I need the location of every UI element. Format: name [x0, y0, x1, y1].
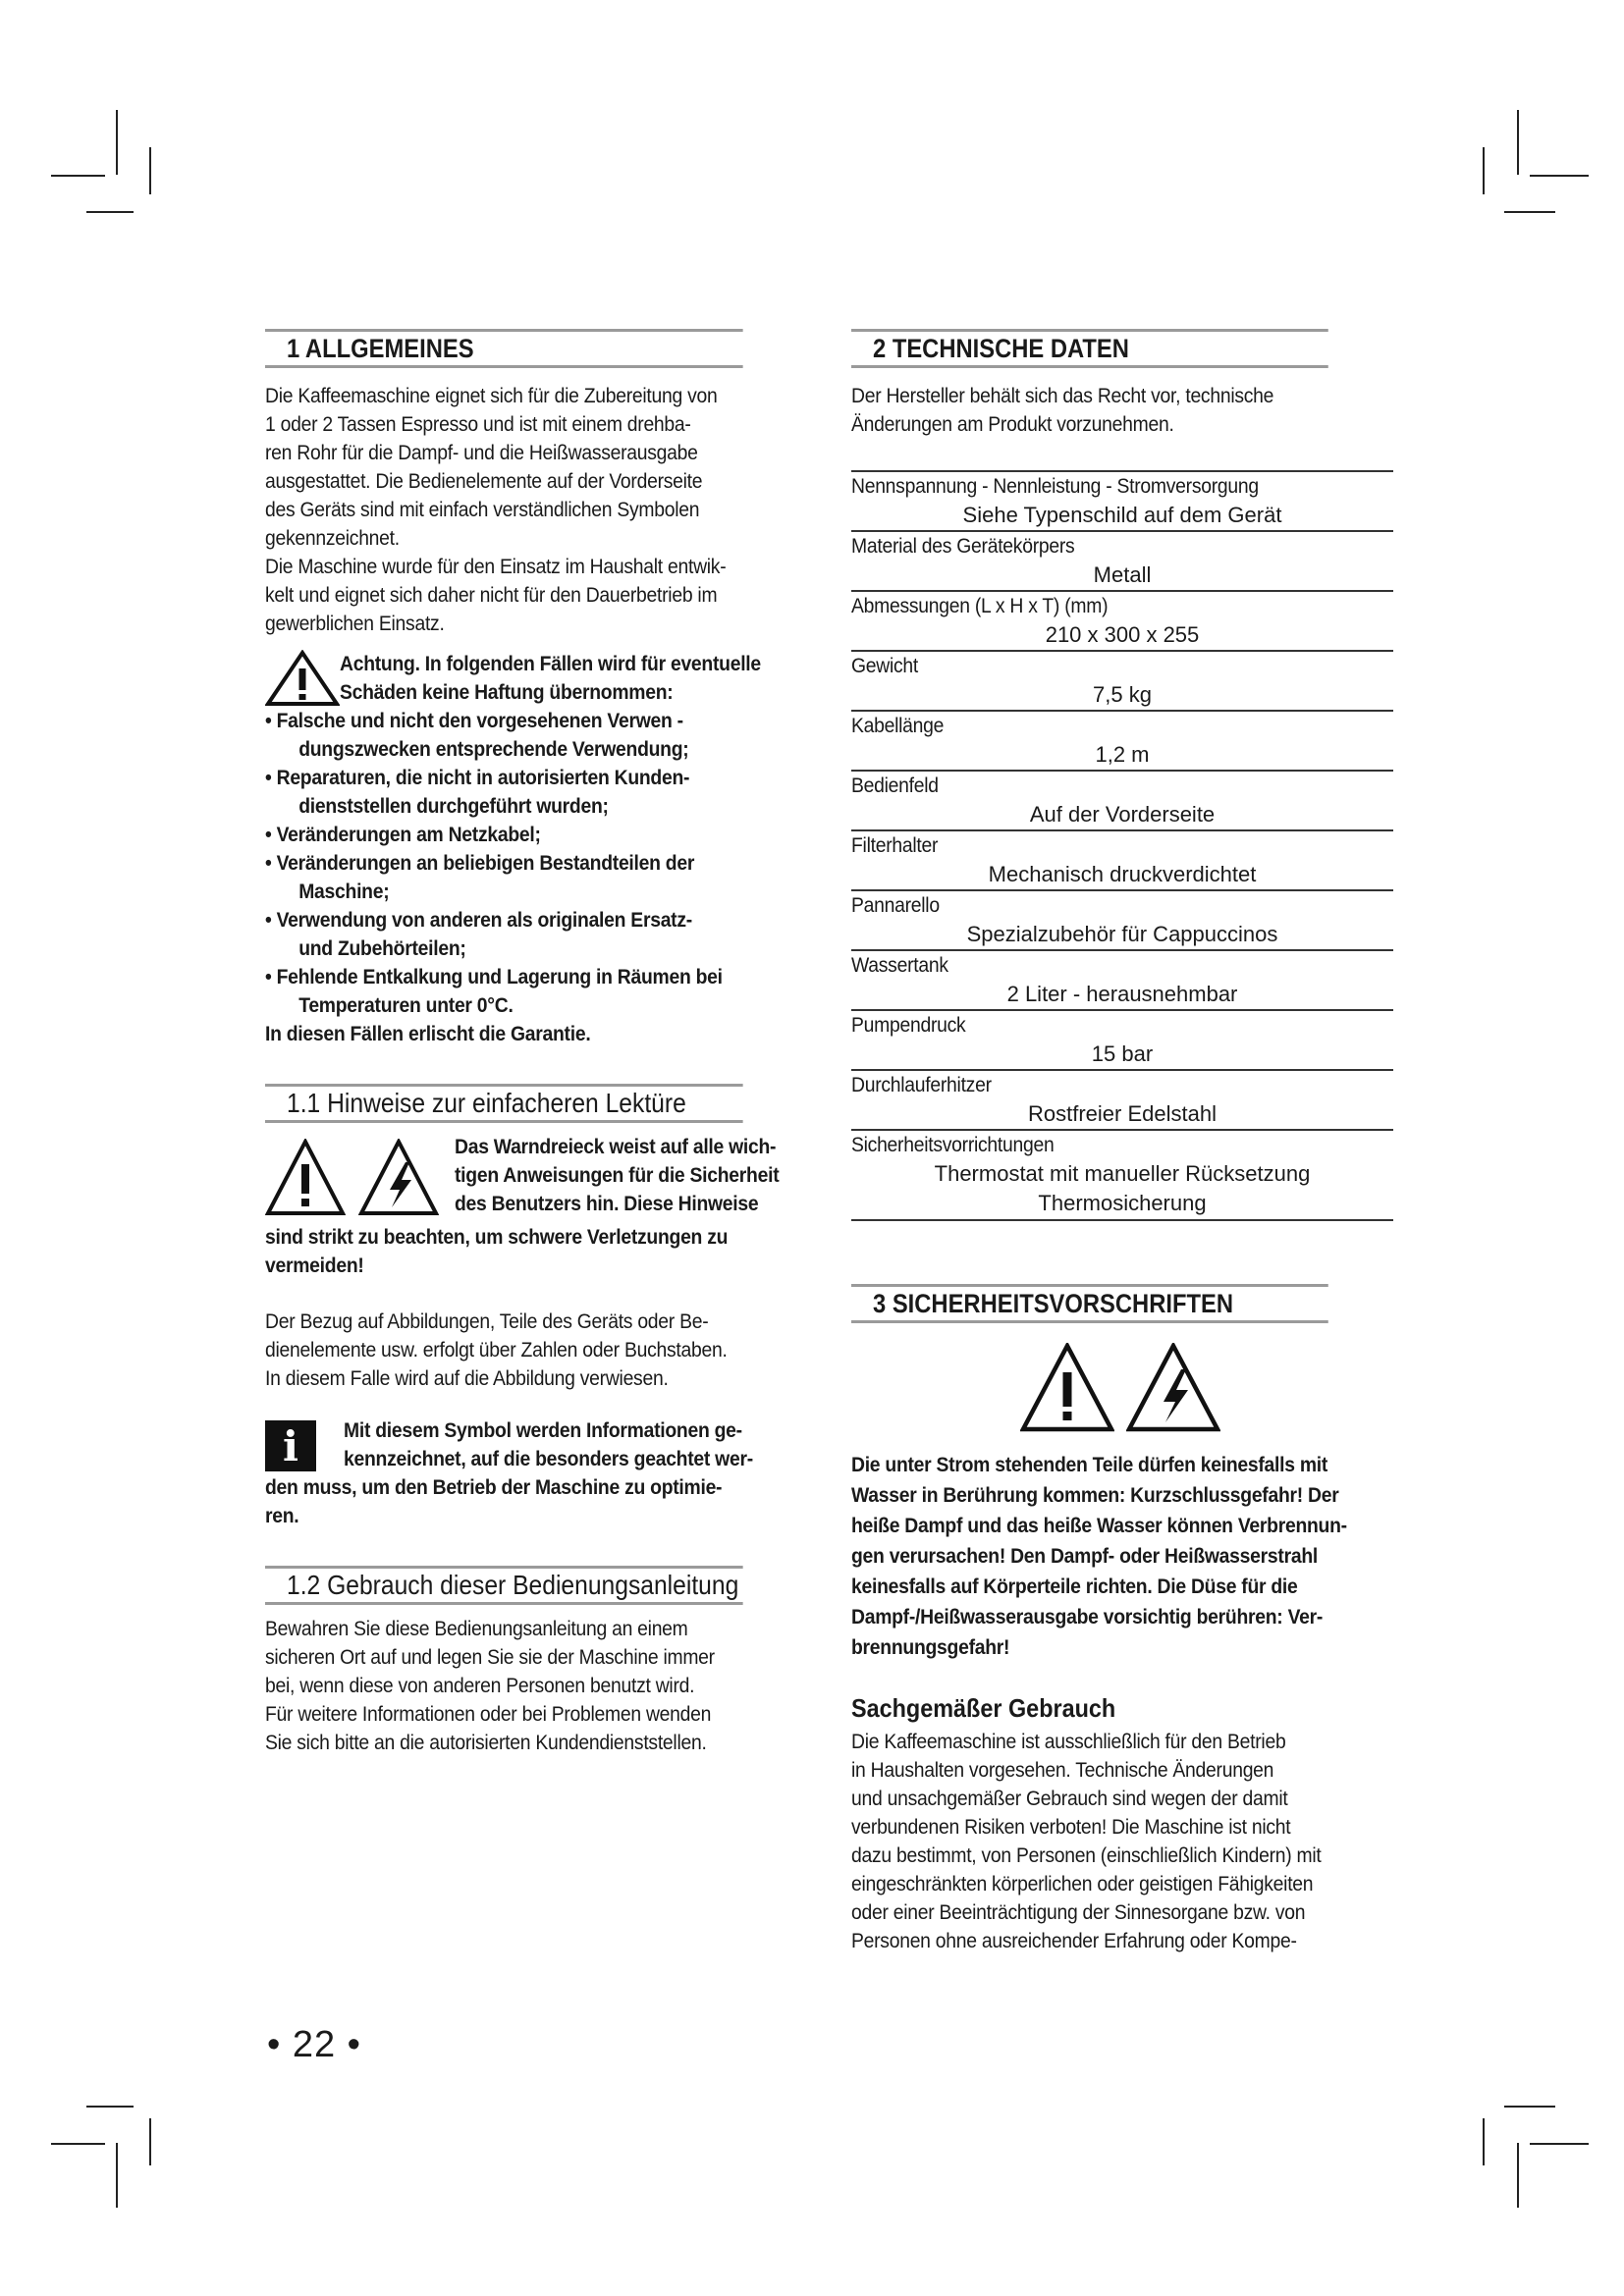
- spec-row: Kabellänge 1,2 m: [851, 710, 1393, 770]
- specs-table: [851, 470, 1393, 1221]
- safety-warning-text: Die unter Strom stehenden Teile dürfen keinesfalls mit Wasser in Berührung kommen: Kurzschlussgefahr! Der heiße Dampf und das heiße Wasser können Verbrennun- gen verursachen! Den Dampf- oder Heißwasserstrahl keinesfalls auf Körperteile richten. Die Düse für die Dampf-/Heißwasserausgabe vorsichtig berühren: Ver- brennungsgefahr!: [851, 1453, 1347, 1659]
- spec-row: Filterhalter Mechanisch druckverdichtet: [851, 829, 1393, 889]
- spec-row: Sicherheitsvorrichtungen Thermostat mit manueller Rücksetzung Thermosicherung: [851, 1129, 1393, 1221]
- proper-use-text: Die Kaffeemaschine ist ausschließlich für den Betrieb in Haushalten vorgesehen. Technische Änderungen und unsachgemäßer Gebrauch sind wegen der damit verbundenen Risiken verboten! Die Maschine ist nicht dazu bestimmt, von Personen (einschließlich Kindern) mit eingeschränkten körperlichen oder geistigen Fähigkeiten oder einer Beeinträchtigung der Sinnesorgane bzw. von Personen ohne ausreichender Erfahrung oder Kompe-: [851, 1730, 1322, 1952]
- left-column: [265, 329, 808, 1757]
- guarantee-note: In diesen Fällen erlischt die Garantie.: [265, 1022, 591, 1045]
- list-item-cont: dienststellen durchgeführt wurden;: [298, 794, 609, 818]
- electric-hazard-icon: [358, 1139, 439, 1217]
- section-1-intro: Die Kaffeemaschine eignet sich für die Zubereitung von 1 oder 2 Tassen Espresso und ist mit einem drehba- ren Rohr für die Dampf- und die Heißwasserausgabe ausgestattet. Die Bedienelemente auf der Vorderseite des Geräts sind mit einfach verständlichen Symbolen gekennzeichnet. Die Maschine wurde für den Einsatz im Haushalt entwik- kelt und eignet sich daher nicht für den Dauerbetrieb im gewerblichen Einsatz.: [265, 384, 727, 635]
- info-symbol-text: den muss, um den Betrieb der Maschine zu optimie- ren.: [265, 1475, 723, 1527]
- list-item: • Falsche und nicht den vorgesehenen Verwen -: [265, 709, 683, 732]
- list-item-cont: Temperaturen unter 0°C.: [298, 993, 514, 1017]
- section-2-intro: Der Hersteller behält sich das Recht vor, technische Änderungen am Produkt vorzunehmen.: [851, 384, 1274, 436]
- spec-row: Bedienfeld Auf der Vorderseite: [851, 770, 1393, 829]
- safety-symbols: [851, 1337, 1393, 1440]
- right-column: [851, 329, 1393, 1955]
- liability-warning: Achtung. In folgenden Fällen wird für eventuelle Schäden keine Haftung übernommen:: [265, 650, 808, 707]
- list-item-cont: Maschine;: [298, 880, 390, 903]
- list-item: • Veränderungen an beliebigen Bestandteilen der: [265, 851, 695, 875]
- spec-row: Material des Gerätekörpers Metall: [851, 530, 1393, 590]
- spec-row: Gewicht 7,5 kg: [851, 650, 1393, 710]
- electric-hazard-icon: [1126, 1343, 1220, 1433]
- proper-use-heading: Sachgemäßer Gebrauch: [851, 1693, 1116, 1723]
- liability-list: [265, 707, 754, 1048]
- warning-symbols-note: Das Warndreieck weist auf alle wich- tigen Anweisungen für die Sicherheit des Benutzers hin. Diese Hinweise: [265, 1133, 808, 1223]
- section-1-heading: 1 ALLGEMEINES: [265, 329, 743, 368]
- section-1-1-heading: 1.1 Hinweise zur einfacheren Lektüre: [265, 1084, 743, 1123]
- warning-triangle-icon: [1020, 1343, 1114, 1433]
- section-1-2-text: Bewahren Sie diese Bedienungsanleitung an einem sicheren Ort auf und legen Sie sie der Maschine immer bei, wenn diese von anderen Personen benutzt wird. Für weitere Informationen oder bei Problemen wenden Sie sich bitte an die autorisierten Kundendienststellen.: [265, 1617, 715, 1754]
- section-3-heading: 3 SICHERHEITSVORSCHRIFTEN: [851, 1284, 1328, 1323]
- list-item: • Reparaturen, die nicht in autorisierten Kunden-: [265, 766, 690, 789]
- spec-row: Pannarello Spezialzubehör für Cappuccinos: [851, 889, 1393, 949]
- warning-triangle-icon: [265, 1139, 346, 1217]
- spec-row: Pumpendruck 15 bar: [851, 1009, 1393, 1069]
- spec-row: Abmessungen (L x H x T) (mm) 210 x 300 x 255: [851, 590, 1393, 650]
- list-item-cont: und Zubehörteilen;: [298, 936, 466, 960]
- spec-row: Durchlauferhitzer Rostfreier Edelstahl: [851, 1069, 1393, 1129]
- list-item: • Verwendung von anderen als originalen Ersatz-: [265, 908, 692, 932]
- warning-symbols-text: sind strikt zu beachten, um schwere Verletzungen zu vermeiden!: [265, 1225, 729, 1277]
- section-2-heading: 2 TECHNISCHE DATEN: [851, 329, 1328, 368]
- list-item-cont: dungszwecken entsprechende Verwendung;: [298, 737, 689, 761]
- warning-triangle-icon: [265, 650, 340, 707]
- spec-row: Nennspannung - Nennleistung - Stromversorgung Siehe Typenschild auf dem Gerät: [851, 470, 1393, 530]
- page-number: • 22 •: [267, 2024, 361, 2065]
- info-icon: i: [265, 1420, 316, 1471]
- section-1-2-heading: 1.2 Gebrauch dieser Bedienungsanleitung: [265, 1566, 743, 1605]
- spec-row: Wassertank 2 Liter - herausnehmbar: [851, 949, 1393, 1009]
- figure-reference-note: Der Bezug auf Abbildungen, Teile des Geräts oder Be- dienelemente usw. erfolgt über Zahlen oder Buchstaben. In diesem Falle wird auf die Abbildung verwiesen.: [265, 1309, 728, 1390]
- list-item: • Fehlende Entkalkung und Lagerung in Räumen bei: [265, 965, 723, 988]
- list-item: • Veränderungen am Netzkabel;: [265, 823, 541, 846]
- info-symbol-note: i Mit diesem Symbol werden Informationen ge- kennzeichnet, auf die besonders geachtet wer-: [265, 1416, 808, 1473]
